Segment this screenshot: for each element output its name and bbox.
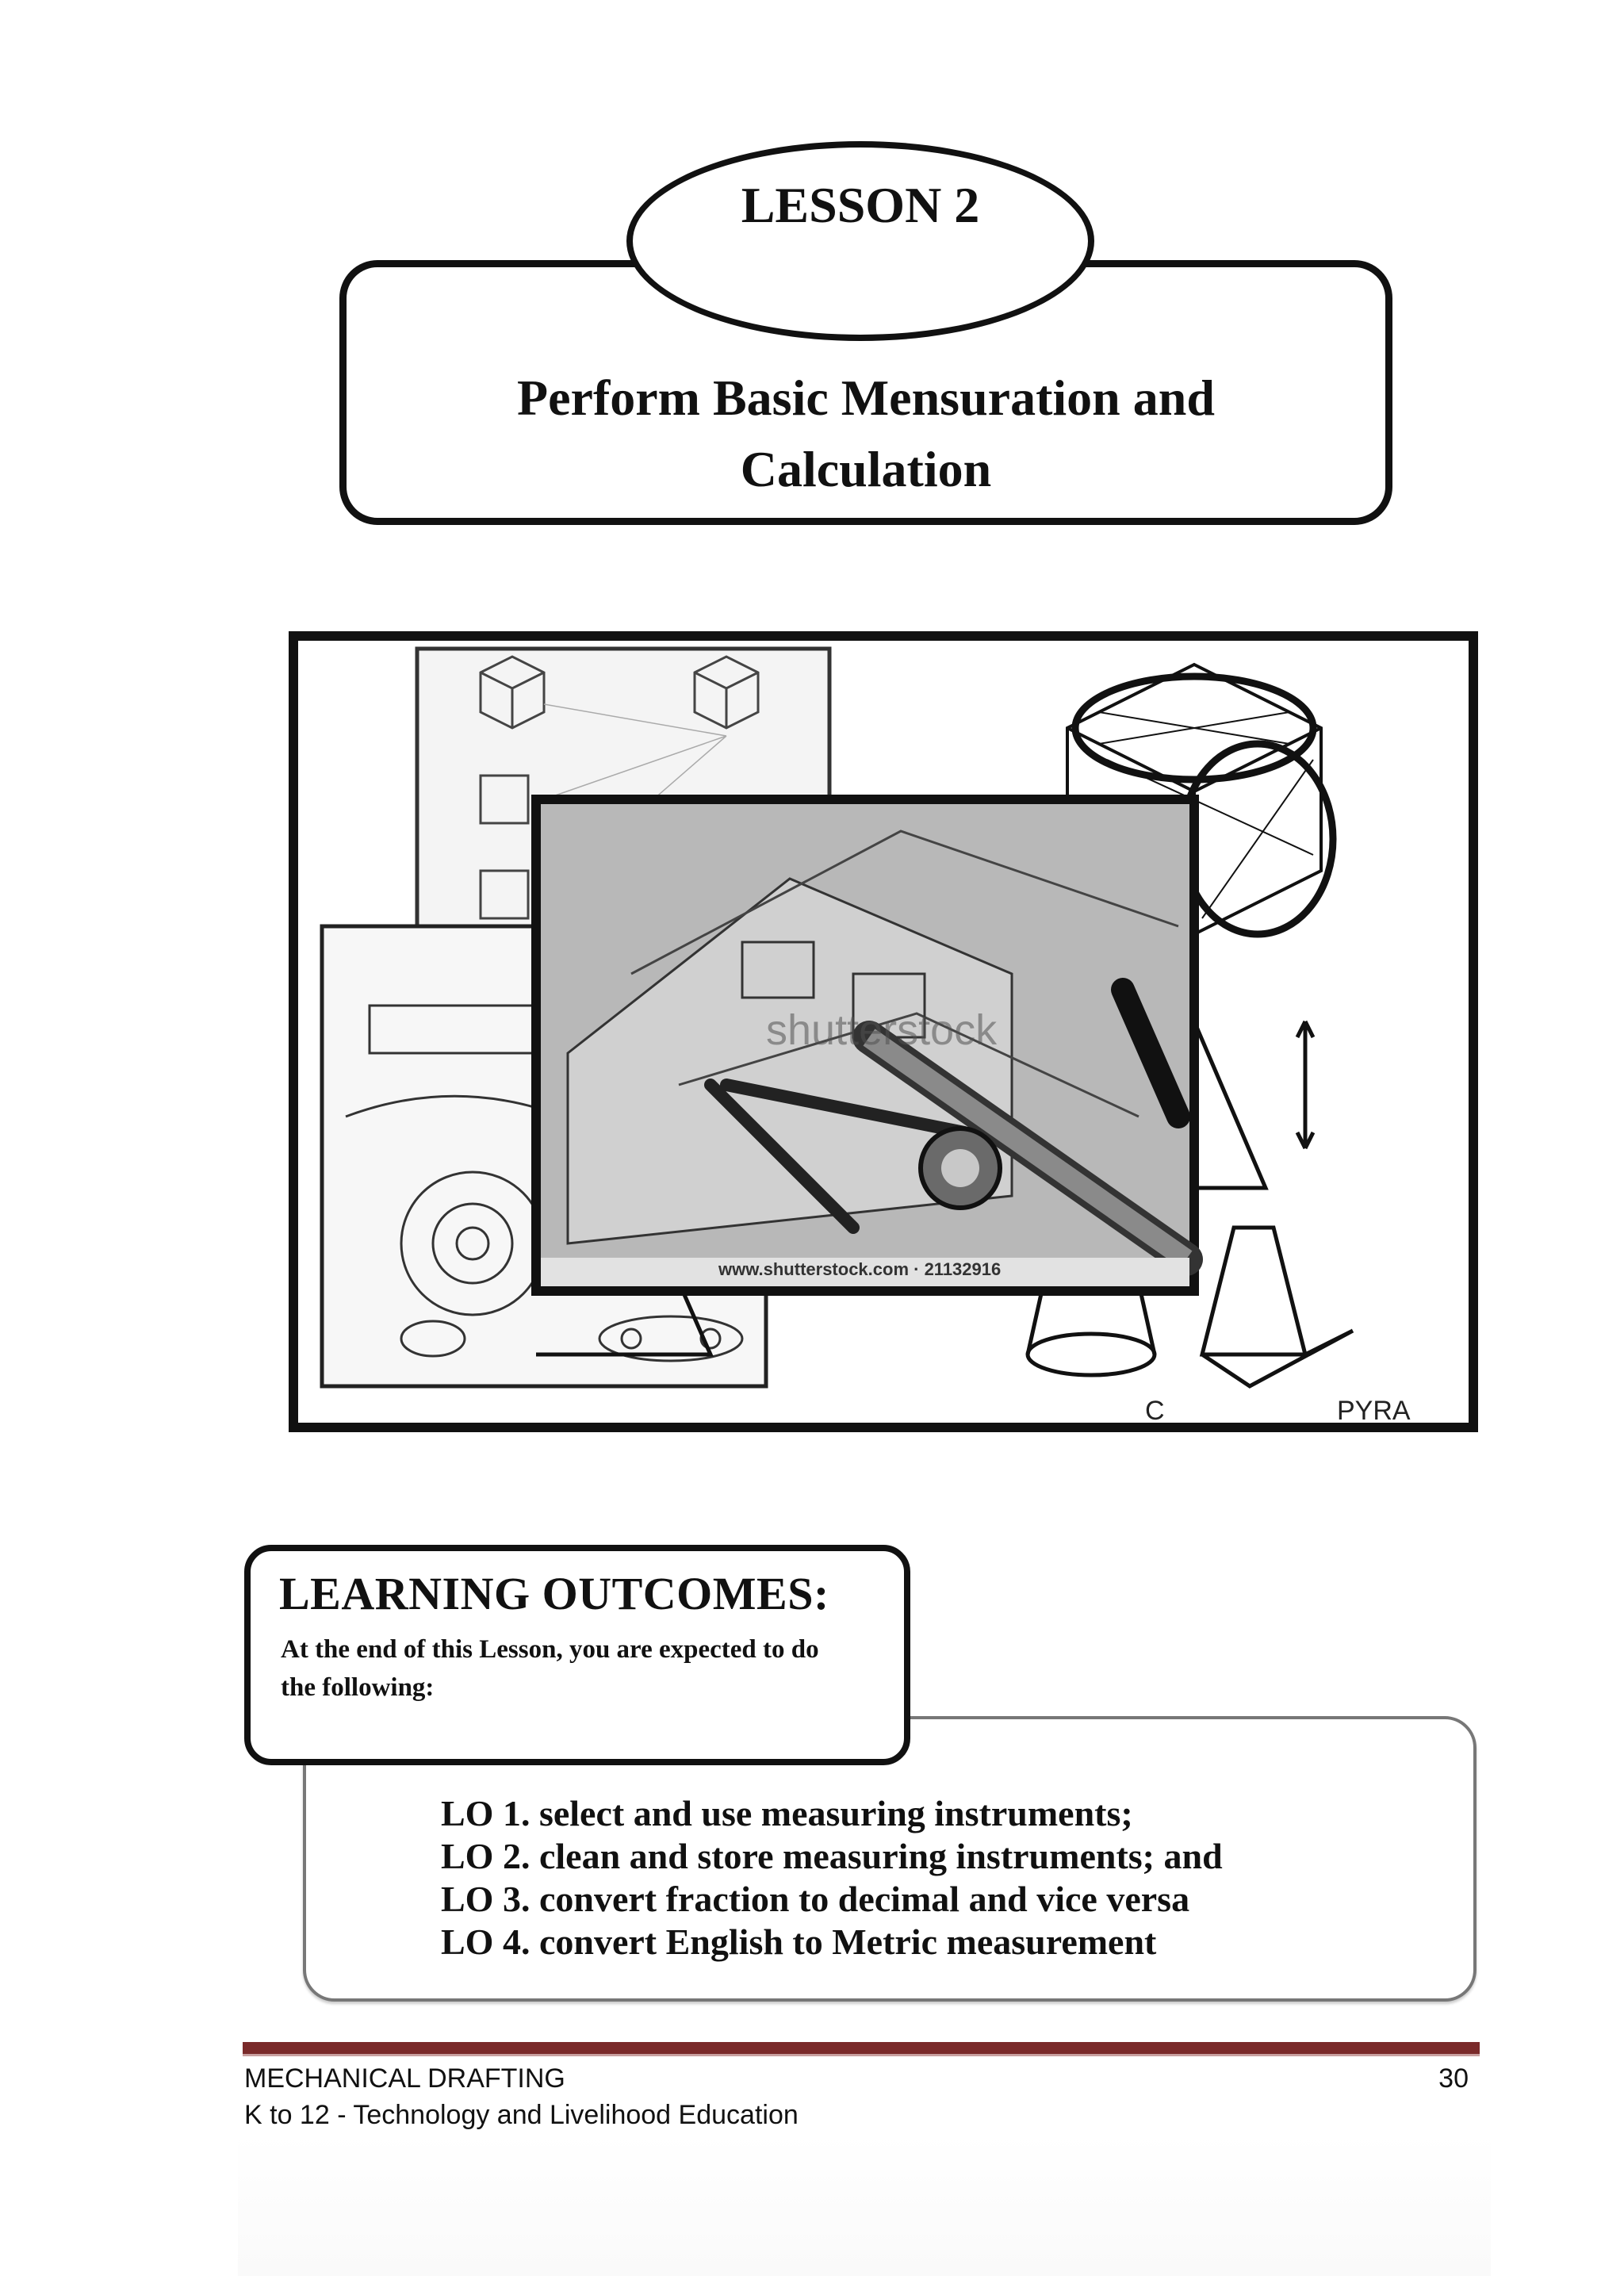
learning-outcomes-heading: LEARNING OUTCOMES: [279,1568,829,1619]
drafting-collage-image [289,631,1478,1432]
photo-watermark: shutterstock [766,1006,998,1054]
lesson-title-line-1: Perform Basic Mensuration and [517,370,1215,426]
lesson-title [347,362,1385,505]
footer-subject: MECHANICAL DRAFTING [244,2063,565,2094]
intro-line-2: the following: [281,1673,435,1702]
photo-credit: www.shutterstock.com · 21132916 [718,1259,1002,1279]
learning-outcomes-header-box [244,1545,910,1765]
lesson-title-line-2: Calculation [740,441,992,497]
footer-divider [243,2042,1480,2056]
lesson-number: LESSON 2 [741,177,980,233]
outcome-item-4: LO 4. convert English to Metric measurement [441,1921,1157,1962]
lesson-number-oval [626,141,1094,341]
footer-info [244,2060,799,2133]
page-bottom-shade [238,2133,1491,2276]
outcome-item-1: LO 1. select and use measuring instruments; [441,1793,1133,1833]
learning-outcomes-intro [281,1630,891,1707]
page-number: 30 [1438,2063,1469,2094]
intro-line-1: At the end of this Lesson, you are expected to do [281,1635,819,1664]
cone-label-fragment: C [1145,1396,1165,1426]
footer-program: K to 12 - Technology and Livelihood Education [244,2100,799,2130]
outcome-item-3: LO 3. convert fraction to decimal and vice versa [441,1879,1190,1919]
outcome-item-2: LO 2. clean and store measuring instruments; and [441,1836,1223,1876]
outcomes-list [441,1792,1223,1964]
pyramid-label-fragment: PYRA [1337,1396,1411,1426]
